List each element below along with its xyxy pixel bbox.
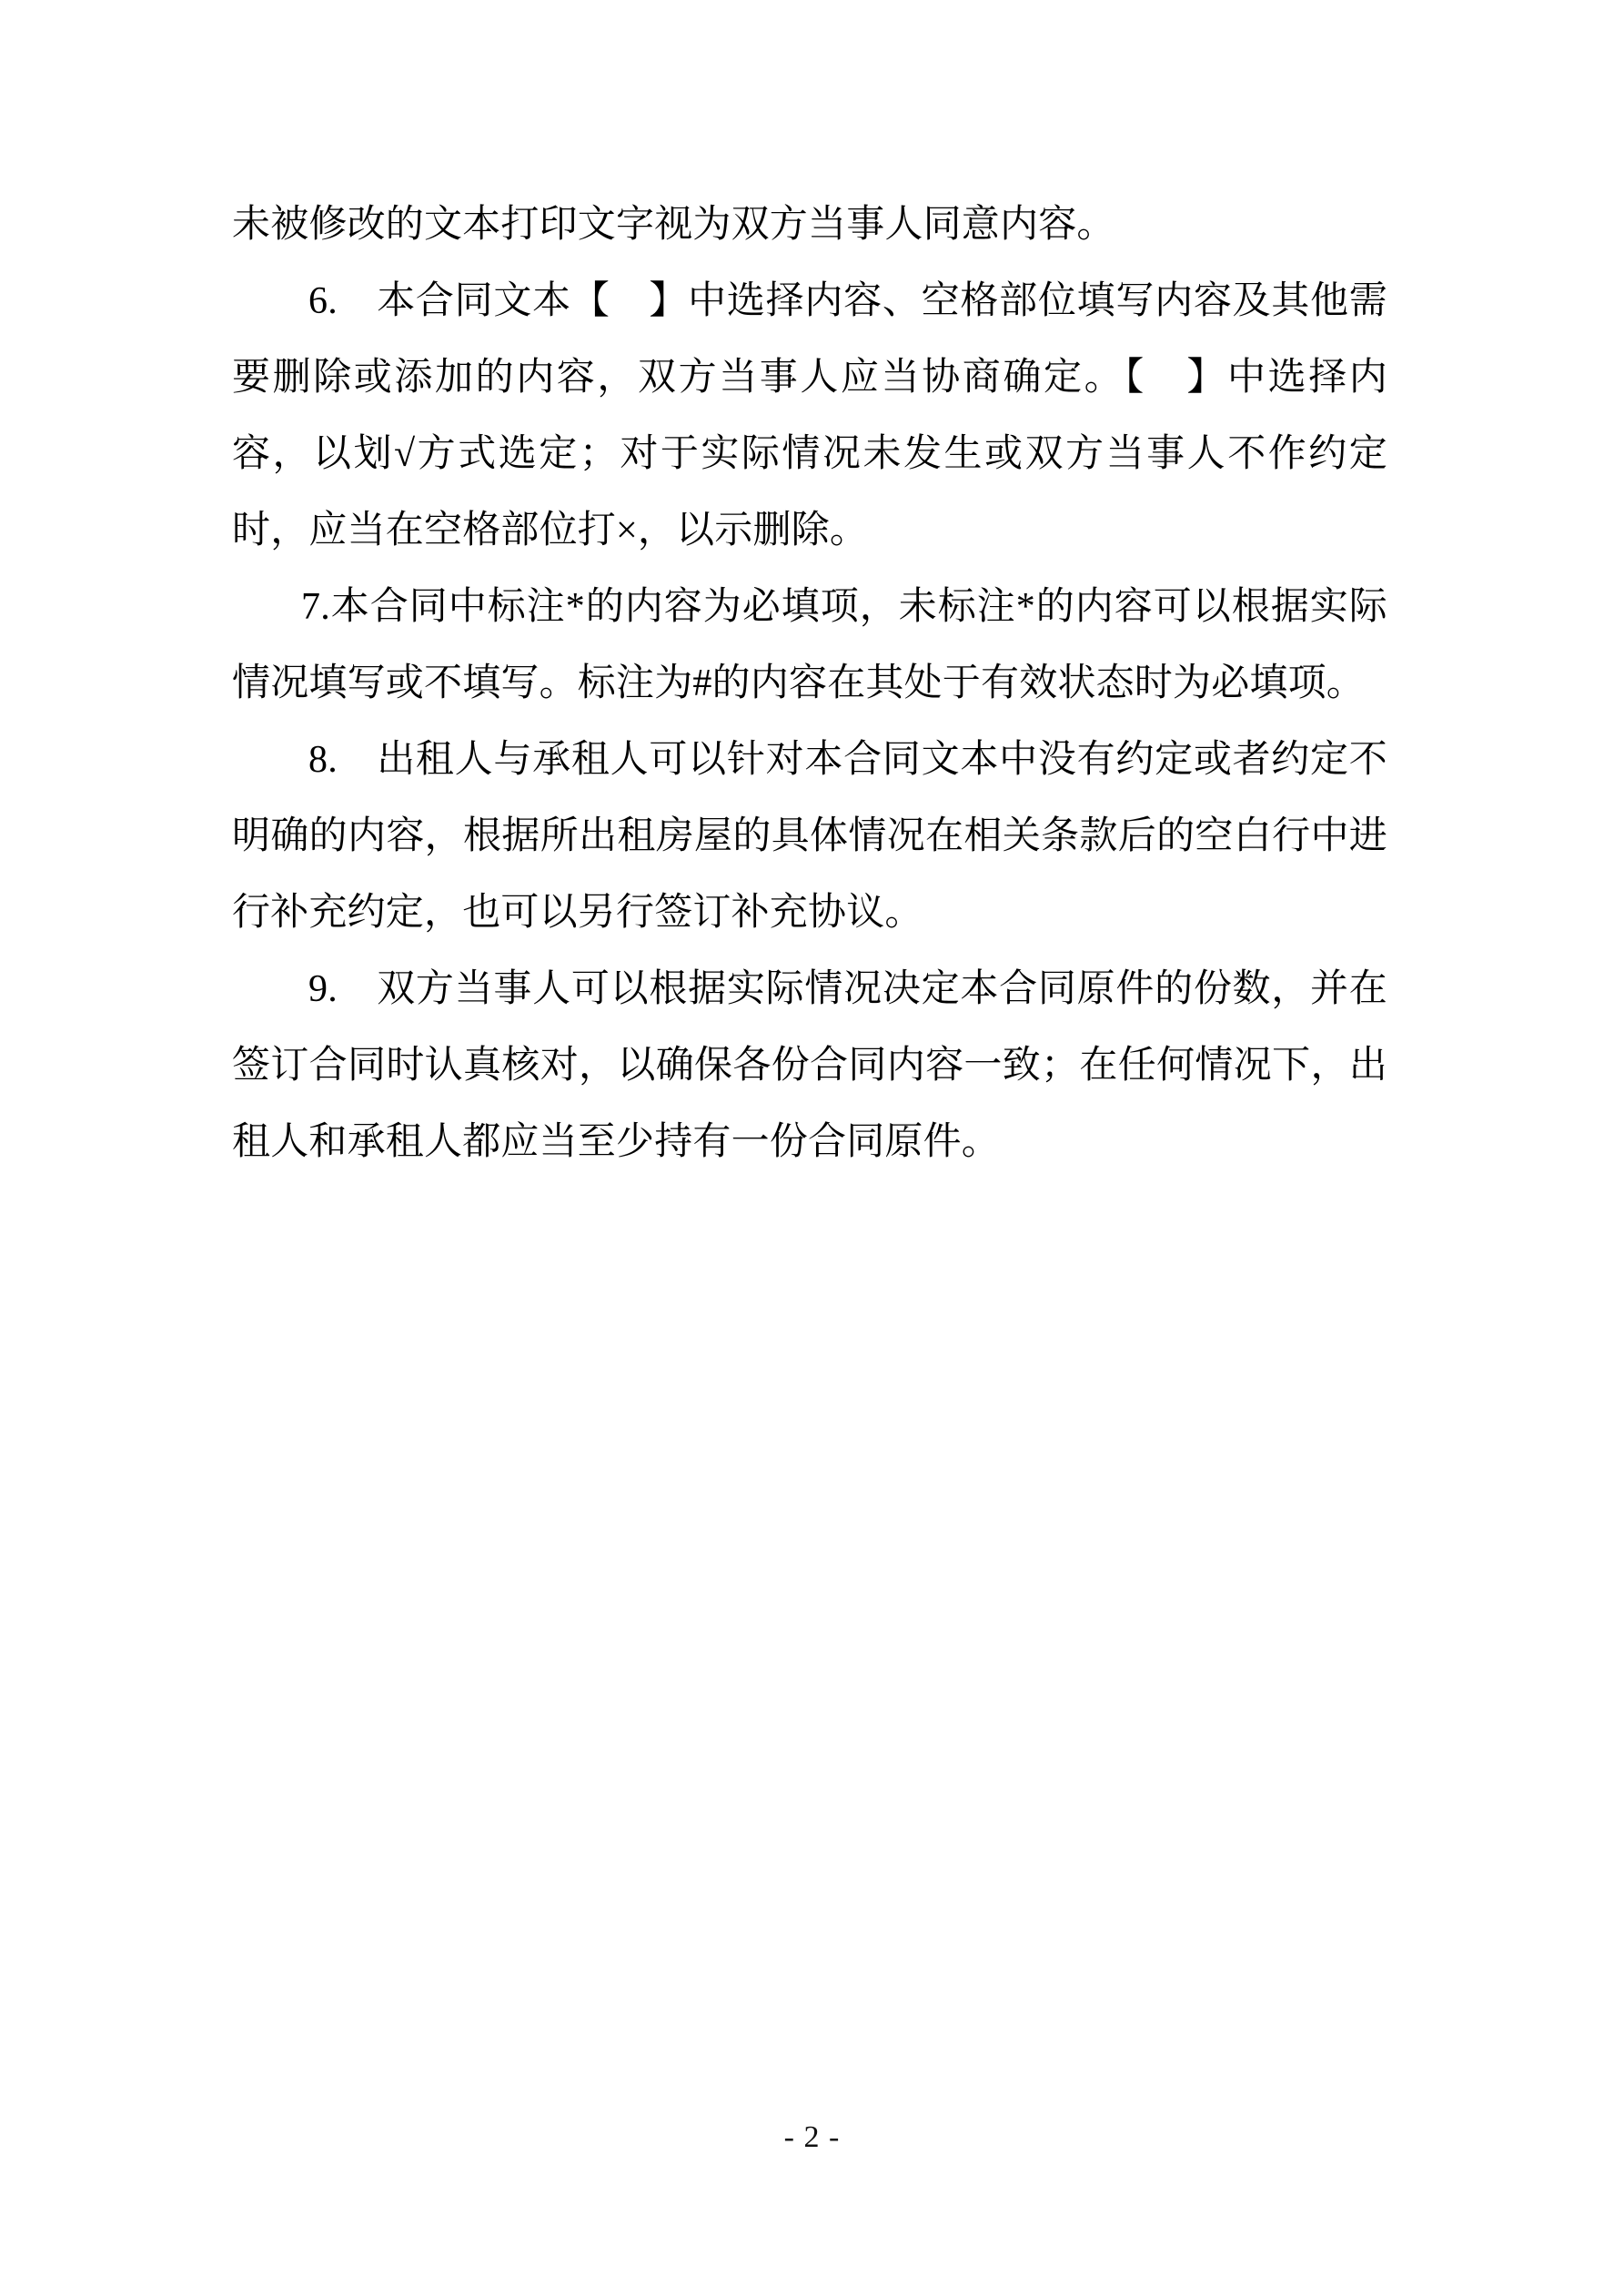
- paragraph-item-9: 9. 双方当事人可以根据实际情况决定本合同原件的份数，并在签订合同时认真核对，以确保各份合同内容一致；在任何情况下，出租人和承租人都应当至少持有一份合同原件。: [232, 968, 1387, 1163]
- paragraph-item-7: 7.本合同中标注*的内容为必填项，未标注*的内容可以根据实际情况填写或不填写。标注为#的内容在其处于有效状态时为必填项。: [232, 586, 1387, 704]
- page-number-footer: - 2 -: [783, 2120, 841, 2154]
- paragraph-continued: 未被修改的文本打印文字视为双方当事人同意内容。: [232, 204, 1115, 246]
- paragraph-item-6: 6. 本合同文本【 】中选择内容、空格部位填写内容及其他需要删除或添加的内容，双方当事人应当协商确定。【 】中选择内容，以划√方式选定；对于实际情况未发生或双方当事人不作约定时，应当在空格部位打×，以示删除。: [232, 280, 1387, 551]
- paragraph-item-8: 8. 出租人与承租人可以针对本合同文本中没有约定或者约定不明确的内容，根据所出租房屋的具体情况在相关条款后的空白行中进行补充约定，也可以另行签订补充协议。: [232, 739, 1387, 934]
- document-body: [232, 187, 1387, 1180]
